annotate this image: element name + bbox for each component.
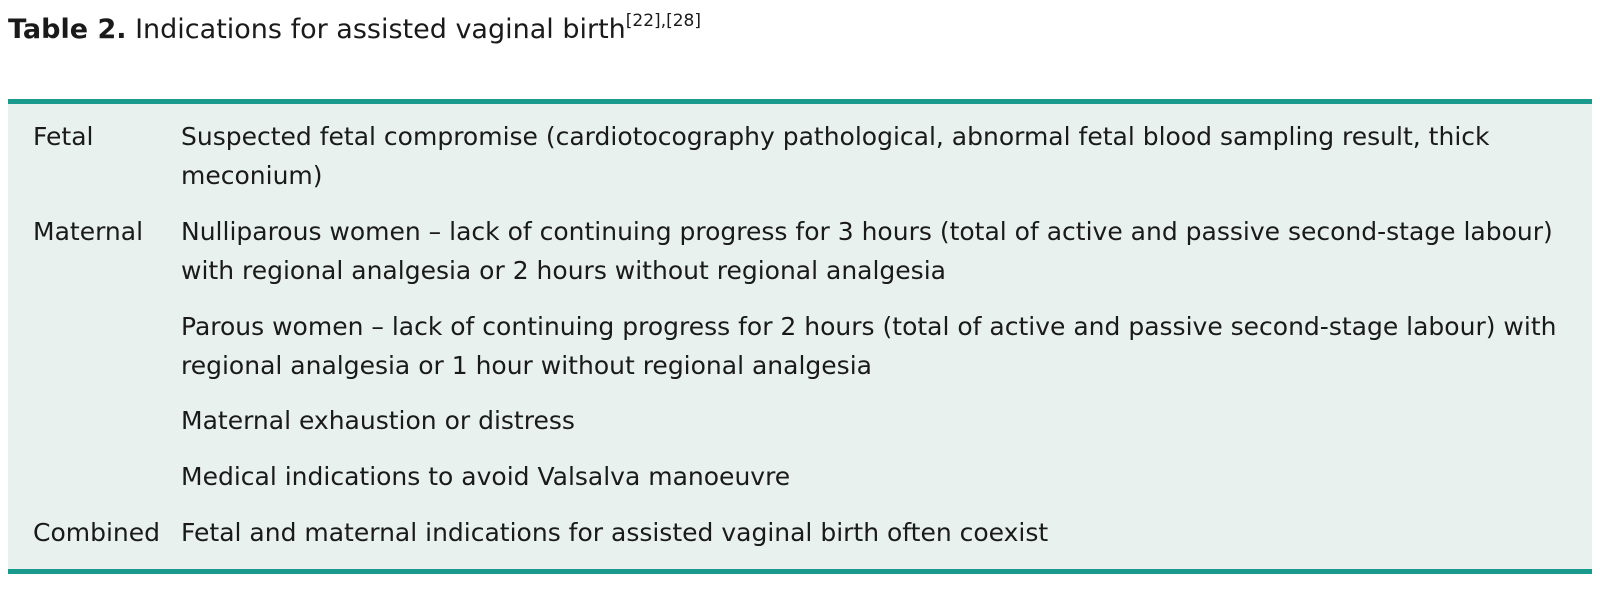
maternal-indication-valsalva: Medical indications to avoid Valsalva manoeuvre — [181, 462, 791, 491]
table-title: Indications for assisted vaginal birth — [135, 14, 626, 45]
category-maternal: Maternal — [33, 217, 144, 246]
category-fetal: Fetal — [33, 122, 94, 151]
maternal-indication-nulliparous: Nulliparous women – lack of continuing progress for 3 hours (total of active and passive second-stage labour) with regional analgesia or 2 hours without regional analgesia — [181, 217, 1553, 285]
maternal-indication-parous: Parous women – lack of continuing progress for 2 hours (total of active and passive second-stage labour) with regional analgesia or 1 hour without regional analgesia — [181, 312, 1557, 380]
indications-table — [8, 99, 1592, 574]
maternal-indication-exhaustion: Maternal exhaustion or distress — [181, 406, 575, 435]
combined-indication: Fetal and maternal indications for assisted vaginal birth often coexist — [181, 518, 1049, 547]
table-number: Table 2. — [8, 14, 127, 45]
category-combined: Combined — [33, 518, 161, 547]
table-caption — [8, 10, 701, 50]
table-references: [22],[28] — [625, 11, 701, 31]
fetal-indication: Suspected fetal compromise (cardiotocography pathological, abnormal fetal blood sampling result, thick meconium) — [181, 122, 1490, 190]
